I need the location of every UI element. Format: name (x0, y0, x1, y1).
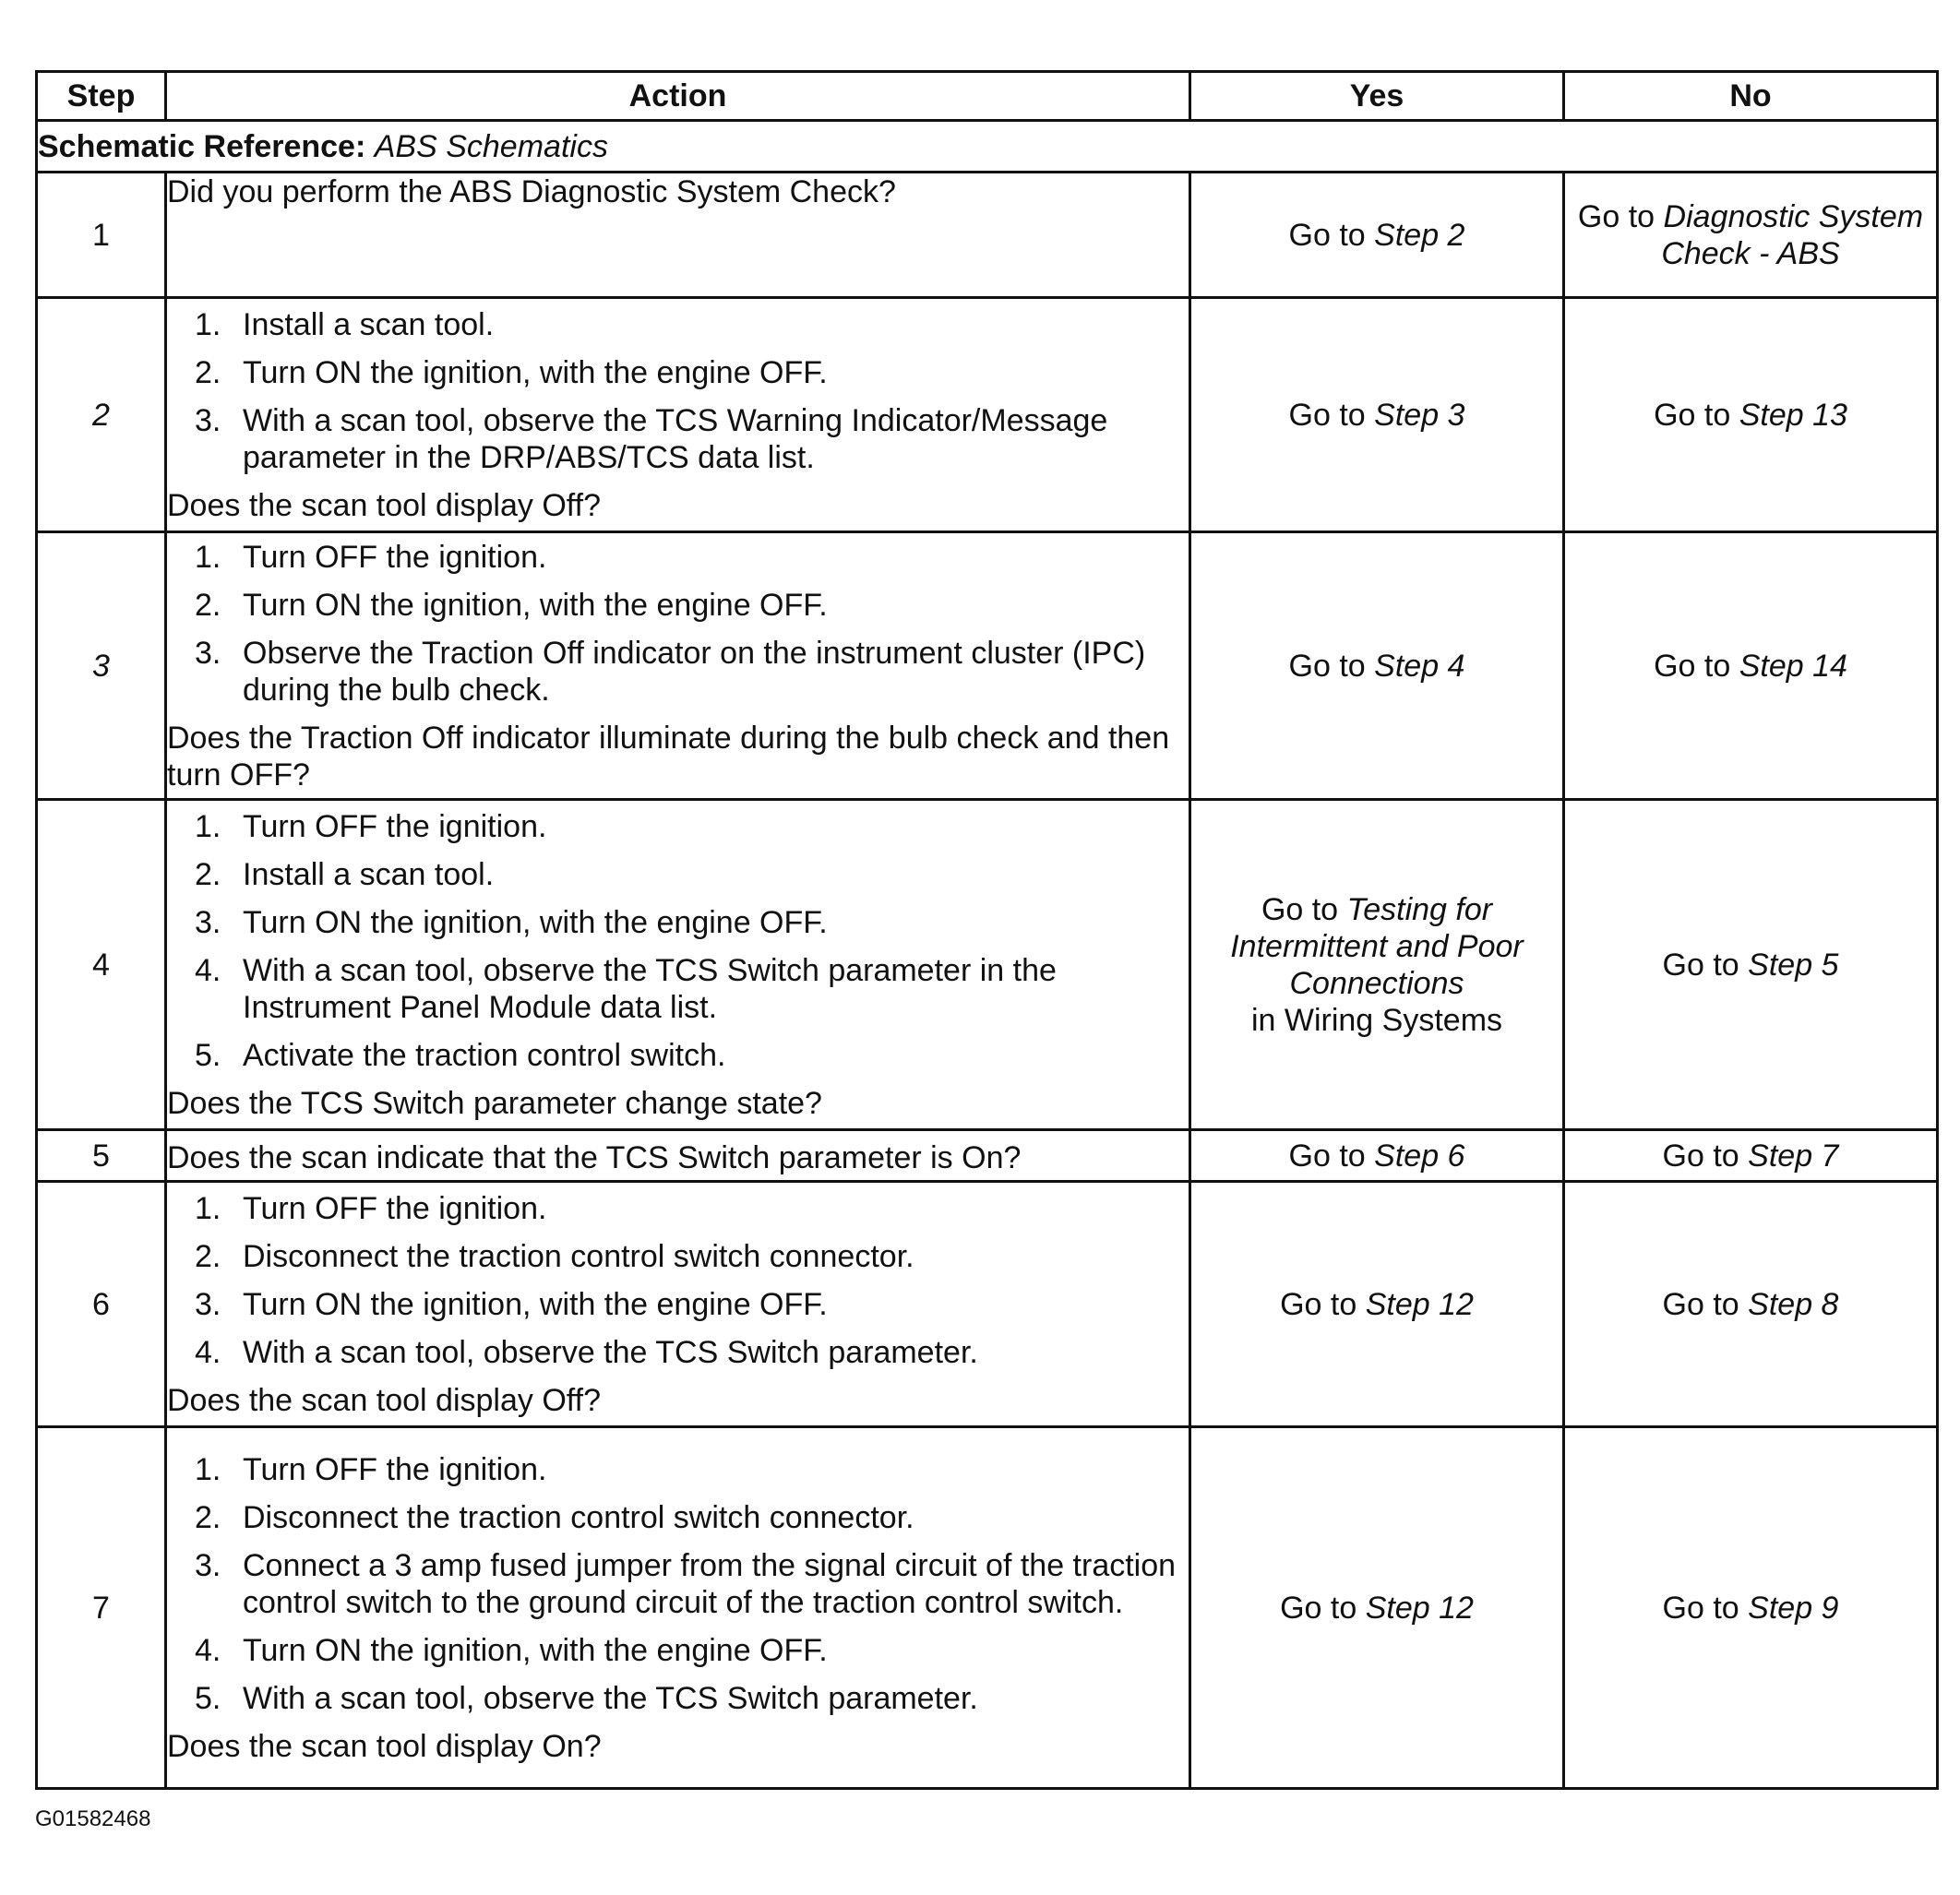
yes-link[interactable]: Testing for Intermittent and Poor Connections (1230, 891, 1524, 1001)
action-item: 2. Disconnect the traction control switch connector. (195, 1499, 914, 1535)
schematic-reference (37, 121, 1938, 173)
goto-text: Go to (1577, 198, 1655, 234)
yes-link[interactable]: Step 2 (1374, 217, 1465, 253)
schematic-reference-label: Schematic Reference: (38, 128, 366, 164)
no-cell: Go to Step 7 (1564, 1130, 1938, 1182)
schematic-reference-row (37, 121, 1938, 173)
header-step: Step (37, 72, 166, 121)
action-cell (166, 1427, 1190, 1789)
action-item: 2. Disconnect the traction control switch connector. (195, 1238, 914, 1274)
action-item: 4. Turn ON the ignition, with the engine OFF. (195, 1632, 828, 1668)
table-row (37, 1182, 1938, 1427)
action-cell (166, 1182, 1190, 1427)
step-number: 7 (37, 1427, 166, 1789)
schematic-reference-link[interactable]: ABS Schematics (374, 128, 608, 164)
yes-cell (1190, 173, 1564, 298)
action-item: 2. Turn ON the ignition, with the engine OFF. (195, 354, 828, 390)
no-link[interactable]: Step 13 (1739, 397, 1847, 433)
question-text: Does the TCS Switch parameter change state? (167, 1085, 822, 1121)
table-row (37, 1427, 1938, 1789)
action-item: 5. Activate the traction control switch. (195, 1037, 726, 1073)
step-number: 4 (37, 800, 166, 1130)
action-item: 2. Install a scan tool. (195, 856, 495, 892)
question-text: Does the Traction Off indicator illuminate during the bulb check and then turn OFF? (167, 720, 1170, 793)
action-item: 1. Turn OFF the ignition. (195, 539, 547, 575)
yes-link[interactable]: Step 3 (1374, 397, 1465, 433)
action-item: 1. Turn OFF the ignition. (195, 1451, 547, 1487)
yes-cell: Go to Step 4 (1190, 532, 1564, 800)
yes-cell: Go to Step 12 (1190, 1182, 1564, 1427)
no-link[interactable]: Step 8 (1748, 1286, 1839, 1322)
no-cell: Go to Step 5 (1564, 800, 1938, 1130)
step-number: 2 (37, 298, 166, 532)
step-number: 5 (37, 1130, 166, 1182)
yes-link[interactable]: Step 12 (1365, 1286, 1474, 1322)
action-list (167, 1451, 1189, 1717)
yes-cell: Go to Testing for Intermittent and Poor Connections in Wiring Systems (1190, 800, 1564, 1130)
action-item: 2. Turn ON the ignition, with the engine OFF. (195, 587, 828, 623)
no-cell: Go to Step 13 (1564, 298, 1938, 532)
header-row (37, 72, 1938, 121)
no-link[interactable]: Diagnostic System Check - ABS (1661, 198, 1924, 271)
action-item: 3. Observe the Traction Off indicator on the instrument cluster (IPC) during the bulb check. (195, 635, 1146, 708)
step-number: 1 (37, 173, 166, 298)
action-item: 4. With a scan tool, observe the TCS Switch parameter in the Instrument Panel Module data list. (195, 952, 1057, 1025)
question-text: Does the scan indicate that the TCS Switch parameter is On? (167, 1139, 1022, 1175)
no-link[interactable]: Step 7 (1748, 1138, 1839, 1174)
table-row (37, 532, 1938, 800)
table-row (37, 800, 1938, 1130)
yes-cell: Go to Step 3 (1190, 298, 1564, 532)
action-item: 1. Turn OFF the ignition. (195, 1190, 547, 1226)
action-item: 3. Connect a 3 amp fused jumper from the signal circuit of the traction control switch to the ground circuit of the traction control switch. (195, 1547, 1177, 1620)
action-cell (166, 173, 1190, 298)
table-row (37, 298, 1938, 532)
no-link[interactable]: Step 5 (1748, 947, 1839, 983)
action-item: 3. Turn ON the ignition, with the engine OFF. (195, 1286, 828, 1322)
step-number: 3 (37, 532, 166, 800)
yes-link[interactable]: Step 4 (1374, 648, 1465, 684)
action-list (167, 808, 1189, 1074)
yes-cell: Go to Step 12 (1190, 1427, 1564, 1789)
yes-link[interactable]: Step 6 (1374, 1138, 1465, 1174)
question-text: Does the scan tool display On? (167, 1728, 602, 1764)
question-text: Did you perform the ABS Diagnostic System Check? (167, 174, 896, 209)
no-cell: Go to Step 9 (1564, 1427, 1938, 1789)
table-row (37, 173, 1938, 298)
action-item: 4. With a scan tool, observe the TCS Switch parameter. (195, 1334, 978, 1370)
figure-id: G01582468 (35, 1806, 151, 1831)
question-text: Does the scan tool display Off? (167, 1382, 601, 1418)
header-action: Action (166, 72, 1190, 121)
no-cell (1564, 173, 1938, 298)
step-number: 6 (37, 1182, 166, 1427)
diagnostic-table (35, 70, 1939, 1790)
action-cell (166, 800, 1190, 1130)
action-list (167, 1190, 1189, 1371)
action-list (167, 539, 1189, 709)
question-text: Does the scan tool display Off? (167, 487, 601, 523)
no-link[interactable]: Step 14 (1739, 648, 1847, 684)
yes-tail-text: in Wiring Systems (1250, 1002, 1503, 1038)
goto-text: Go to (1288, 217, 1366, 253)
action-item: 3. Turn ON the ignition, with the engine OFF. (195, 904, 828, 940)
action-cell (166, 1130, 1190, 1182)
yes-link[interactable]: Step 12 (1365, 1590, 1474, 1626)
action-cell (166, 532, 1190, 800)
action-list (167, 306, 1189, 476)
action-item: 3. With a scan tool, observe the TCS Warning Indicator/Message parameter in the DRP/ABS/TCS data list. (195, 402, 1108, 475)
yes-cell: Go to Step 6 (1190, 1130, 1564, 1182)
header-no: No (1564, 72, 1938, 121)
no-cell: Go to Step 8 (1564, 1182, 1938, 1427)
action-item: 1. Install a scan tool. (195, 306, 495, 342)
no-cell: Go to Step 14 (1564, 532, 1938, 800)
action-cell (166, 298, 1190, 532)
table-row (37, 1130, 1938, 1182)
no-link[interactable]: Step 9 (1748, 1590, 1839, 1626)
action-item: 5. With a scan tool, observe the TCS Switch parameter. (195, 1680, 978, 1716)
header-yes: Yes (1190, 72, 1564, 121)
action-item: 1. Turn OFF the ignition. (195, 808, 547, 844)
